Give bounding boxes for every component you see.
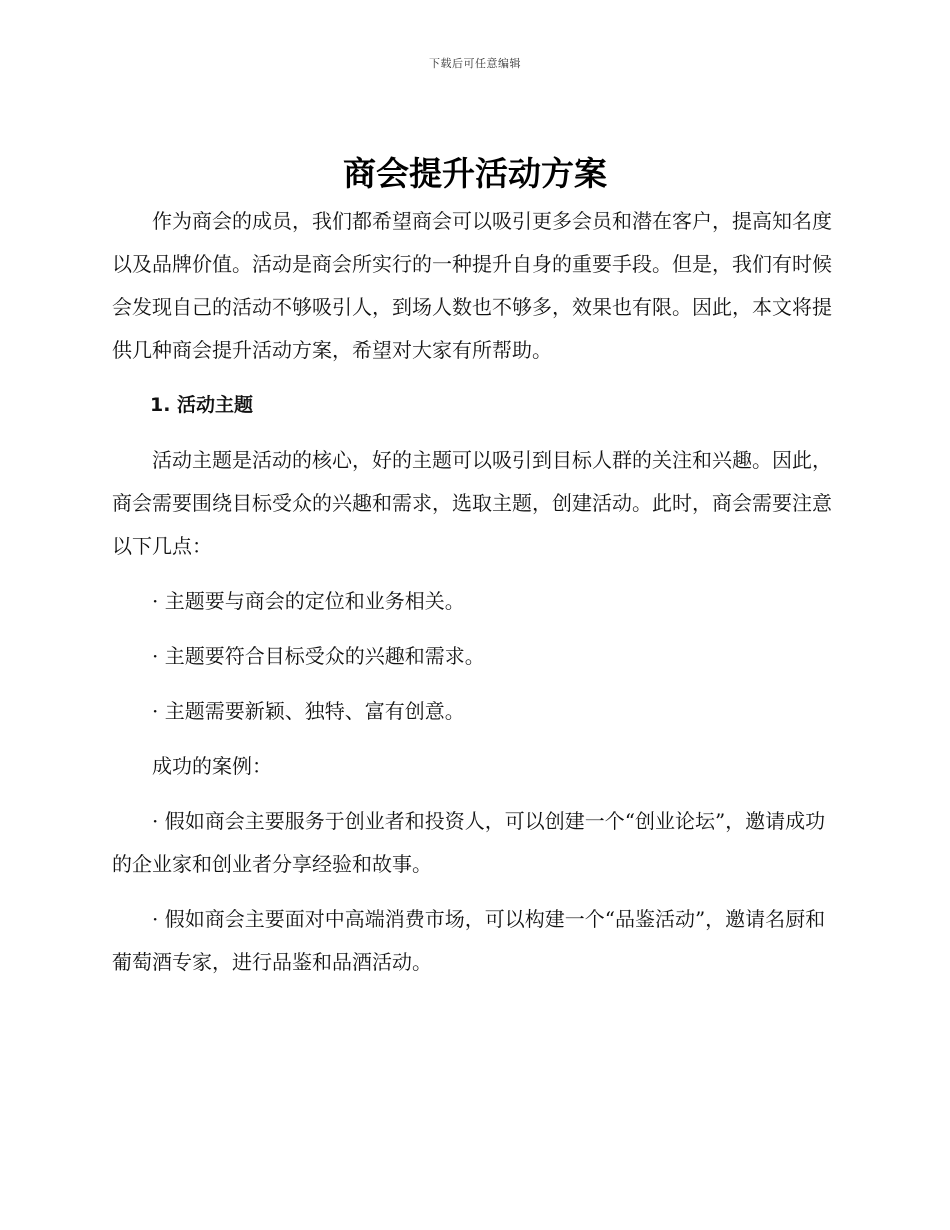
cases-label: 成功的案例： bbox=[152, 754, 272, 778]
document-body bbox=[112, 200, 832, 984]
intro-paragraph: 作为商会的成员，我们都希望商会可以吸引更多会员和潜在客户，提高知名度以及品牌价值。活动是商会所实行的一种提升自身的重要手段。但是，我们有时候会发现自己的活动不够吸引人，到场人数也不够多，效果也有限。因此，本文将提供几种商会提升活动方案，希望对大家有所帮助。 bbox=[112, 209, 832, 362]
document-title: 商会提升活动方案 bbox=[343, 154, 607, 193]
section-heading: 1. 活动主题 bbox=[150, 394, 254, 416]
case-item: · 假如商会主要服务于创业者和投资人，可以创建一个“创业论坛”，邀请成功的企业家和创业者分享经验和故事。 bbox=[112, 809, 826, 876]
section-paragraph: 活动主题是活动的核心，好的主题可以吸引到目标人群的关注和兴趣。因此，商会需要围绕目标受众的兴趣和需求，选取主题，创建活动。此时，商会需要注意以下几点： bbox=[112, 448, 832, 558]
bullet-point: · 主题需要新颖、独特、富有创意。 bbox=[152, 699, 465, 723]
bullet-point: · 主题要与商会的定位和业务相关。 bbox=[152, 589, 465, 613]
bullet-point: · 主题要符合目标受众的兴趣和需求。 bbox=[152, 644, 485, 668]
header-note: 下载后可任意编辑 bbox=[429, 57, 521, 70]
case-item: · 假如商会主要面对中高端消费市场，可以构建一个“品鉴活动”，邀请名厨和葡萄酒专家，进行品鉴和品酒活动。 bbox=[112, 907, 826, 974]
